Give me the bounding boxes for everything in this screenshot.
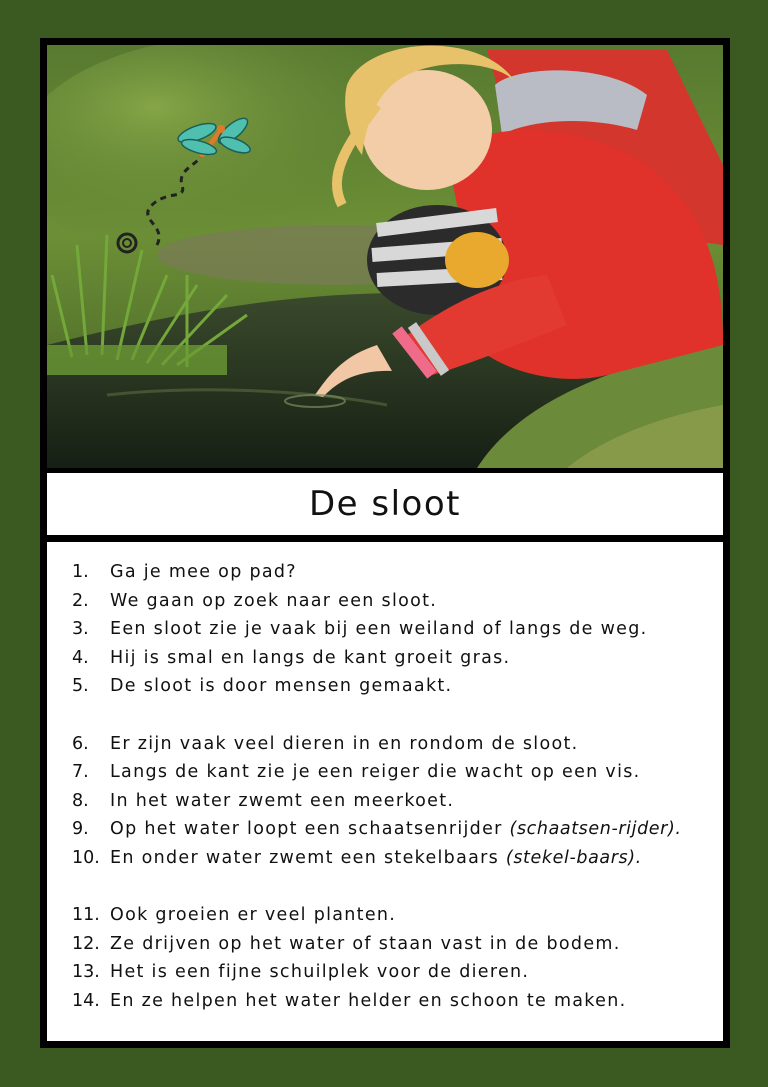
line-number: 3. (72, 619, 89, 640)
line-main-text: Op het water loopt een schaatsenrijder (110, 819, 510, 840)
line-text: In het water zwemt een meerkoet. (110, 790, 455, 811)
sentence-line (72, 587, 712, 616)
line-text (110, 815, 682, 844)
line-number: 2. (72, 590, 89, 611)
line-number: 13. (72, 962, 100, 983)
line-text: Een sloot zie je vaak bij een weiland of langs de weg. (110, 619, 648, 640)
sentence-line (72, 901, 712, 930)
line-main-text: En onder water zwemt een stekelbaars (110, 847, 506, 868)
line-text: We gaan op zoek naar een sloot. (110, 590, 438, 611)
worksheet-frame (40, 38, 730, 1048)
line-text: Er zijn vaak veel dieren in en rondom de sloot. (110, 733, 579, 754)
sentence-line (72, 558, 712, 587)
line-text: De sloot is door mensen gemaakt. (110, 676, 453, 697)
line-text: En ze helpen het water helder en schoon te maken. (110, 990, 627, 1011)
syllable-note: (stekel-baars). (505, 847, 642, 868)
child-at-ditch-photo (47, 45, 723, 468)
sentence-line (72, 644, 712, 673)
sentence-line (72, 787, 712, 816)
line-text: Ze drijven op het water of staan vast in de bodem. (110, 933, 621, 954)
sentence-line (72, 730, 712, 759)
syllable-note: (schaatsen-rijder). (509, 819, 682, 840)
paragraph-gap (72, 873, 712, 902)
line-text: Het is een fijne schuilplek voor de dieren. (110, 962, 530, 983)
line-text: Hij is smal en langs de kant groeit gras. (110, 647, 511, 668)
line-number: 1. (72, 562, 89, 582)
line-number: 7. (72, 762, 89, 783)
line-text: Langs de kant zie je een reiger die wacht op een vis. (110, 762, 641, 783)
sentence-line (72, 958, 712, 987)
line-number: 4. (72, 647, 89, 668)
line-number: 8. (72, 790, 89, 811)
line-number: 10. (72, 847, 100, 868)
sentence-line (72, 672, 712, 701)
line-number: 11. (72, 905, 100, 926)
page-title: De sloot (308, 484, 461, 524)
sentence-line (72, 987, 712, 1016)
sentence-line (72, 930, 712, 959)
sentence-line (72, 844, 712, 873)
sentence-line (72, 758, 712, 787)
line-number: 5. (72, 676, 89, 697)
line-text: Ook groeien er veel planten. (110, 905, 397, 926)
photo-illustration (47, 45, 723, 468)
line-number: 9. (72, 819, 89, 840)
sentence-line (72, 815, 712, 844)
line-text: Ga je mee op pad? (110, 562, 297, 582)
title-box (47, 473, 723, 535)
line-number: 12. (72, 933, 100, 954)
text-box (47, 542, 723, 1041)
line-number: 14. (72, 990, 100, 1011)
line-number: 6. (72, 733, 89, 754)
sentence-line (72, 615, 712, 644)
sentence-list (72, 558, 712, 1016)
paragraph-gap (72, 701, 712, 730)
line-text (110, 844, 642, 873)
